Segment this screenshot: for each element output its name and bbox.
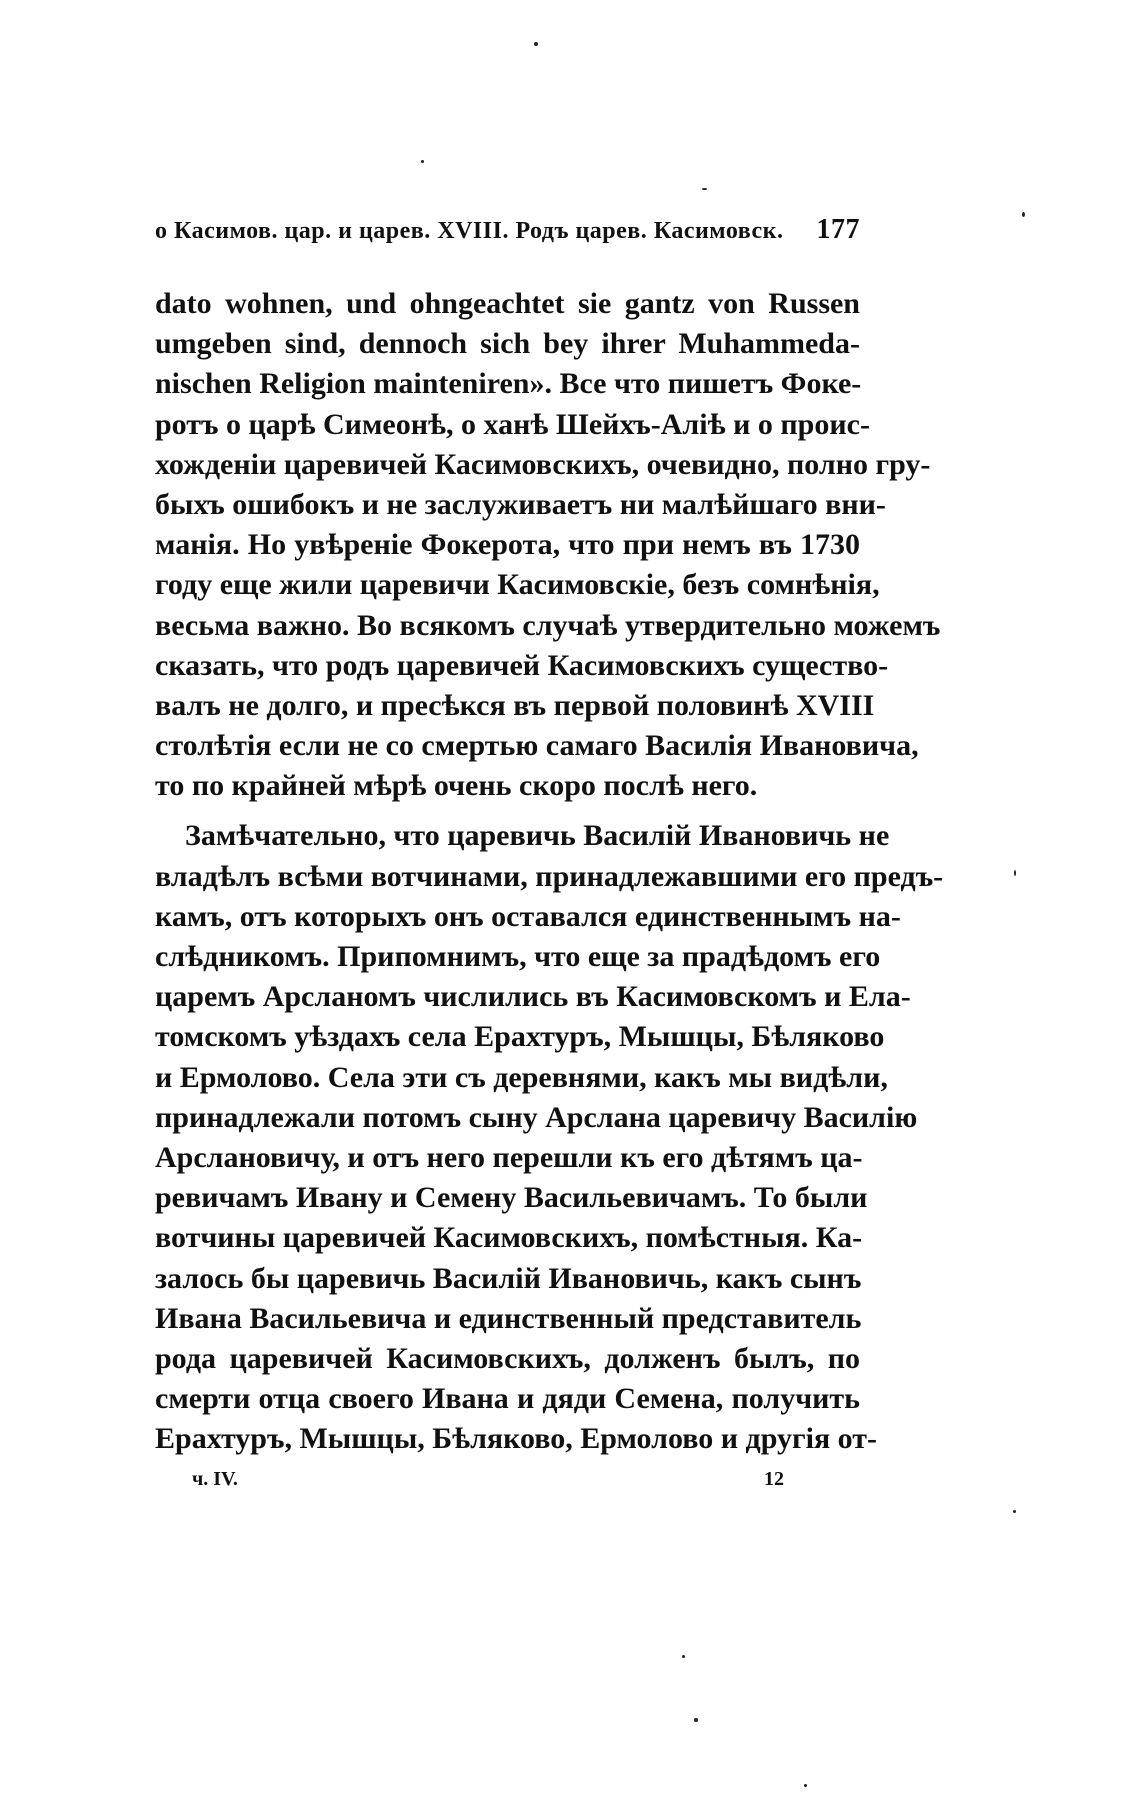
scan-speck	[421, 160, 424, 163]
text-line: столѣтiя если не со смертью самаго Василiя Ивановича,	[155, 729, 919, 763]
scan-speck	[682, 1655, 685, 1658]
text-line: Ерахтуръ, Мышцы, Бѣляково, Ермолово и другiя от-	[155, 1422, 878, 1456]
text-line: манiя. Но увѣренiе Фокерота, что при немъ въ 1730	[155, 528, 860, 562]
text-line: и Ермолово. Села эти съ деревнями, какъ мы видѣли,	[155, 1060, 888, 1094]
body-text	[155, 284, 944, 1459]
text-line: Замѣчательно, что царевичь Василiй Ивановичь не	[185, 819, 890, 853]
text-line: nischen Religion mainteniren». Все что пишетъ Фоке-	[155, 367, 862, 401]
scan-speck	[804, 1784, 807, 1787]
text-line: царемъ Арсланомъ числились въ Касимовскомъ и Ела-	[155, 980, 911, 1014]
scan-speck	[1013, 1510, 1016, 1513]
running-title: о Касимов. цар. и царев. XVIII. Родъ царев. Касимовск.	[155, 218, 784, 244]
scan-speck	[702, 188, 707, 190]
paragraph-break	[155, 806, 860, 816]
text-line: принадлежали потомъ сыну Арслана царевичу Василiю	[155, 1100, 918, 1134]
text-line: владѣлъ всѣми вотчинами, принадлежавшими его предъ-	[155, 859, 944, 893]
page-number: 177	[816, 214, 860, 245]
text-line: dato wohnen, und ohngeachtet sie gantz von Russen	[155, 287, 860, 320]
scan-speck	[1022, 212, 1025, 217]
text-line: Арслановичу, и отъ него перешли къ его дѣтямъ ца-	[155, 1140, 863, 1174]
scan-speck	[694, 1718, 698, 1722]
text-line: весьма важно. Во всякомъ случаѣ утвердительно можемъ	[155, 608, 941, 642]
text-line: вотчины царевичей Касимовскихъ, помѣстныя. Ка-	[155, 1221, 863, 1255]
text-line: валъ не долго, и пресѣкся въ первой половинѣ XVIII	[155, 688, 875, 722]
text-line: ротъ о царѣ Симеонѣ, о ханѣ Шейхъ-Алiѣ и о проис-	[155, 407, 870, 441]
text-line: слѣдникомъ. Припомнимъ, что еще за прадѣдомъ его	[155, 940, 881, 973]
text-line: то по крайней мѣрѣ очень скоро послѣ него.	[155, 769, 758, 803]
signature-mark: ч. IV.	[192, 1468, 238, 1490]
text-line: смерти отца своего Ивана и дяди Семена, получить	[155, 1382, 860, 1416]
text-line: томскомъ уѣздахъ села Ерахтуръ, Мышцы, Бѣляково	[155, 1020, 885, 1054]
text-line: камъ, отъ которыхъ онъ оставался единственнымъ на-	[155, 899, 901, 933]
text-line: году еще жили царевичи Касимовскiе, безъ сомнѣнiя,	[155, 568, 880, 602]
sheet-number: 12	[764, 1468, 784, 1490]
running-header	[155, 214, 860, 246]
scan-speck	[1014, 870, 1016, 876]
text-line: ревичамъ Ивану и Семену Васильевичамъ. То были	[155, 1181, 868, 1215]
text-line: быхъ ошибокъ и не заслуживаетъ ни малѣйшаго вни-	[155, 487, 886, 521]
text-line: хожденiи царевичей Касимовскихъ, очевидно, полно гру-	[155, 447, 931, 481]
text-line: сказать, что родъ царевичей Касимовскихъ существо-	[155, 648, 889, 682]
scan-speck	[534, 42, 538, 46]
text-line: Ивана Васильевича и единственный представитель	[155, 1301, 862, 1335]
text-line: рода царевичей Касимовскихъ, долженъ былъ, по	[155, 1341, 860, 1375]
text-line: залось бы царевичь Василiй Ивановичь, какъ сынъ	[155, 1261, 862, 1295]
text-line: umgeben sind, dennoch sich bey ihrer Muhammeda-	[155, 327, 860, 361]
